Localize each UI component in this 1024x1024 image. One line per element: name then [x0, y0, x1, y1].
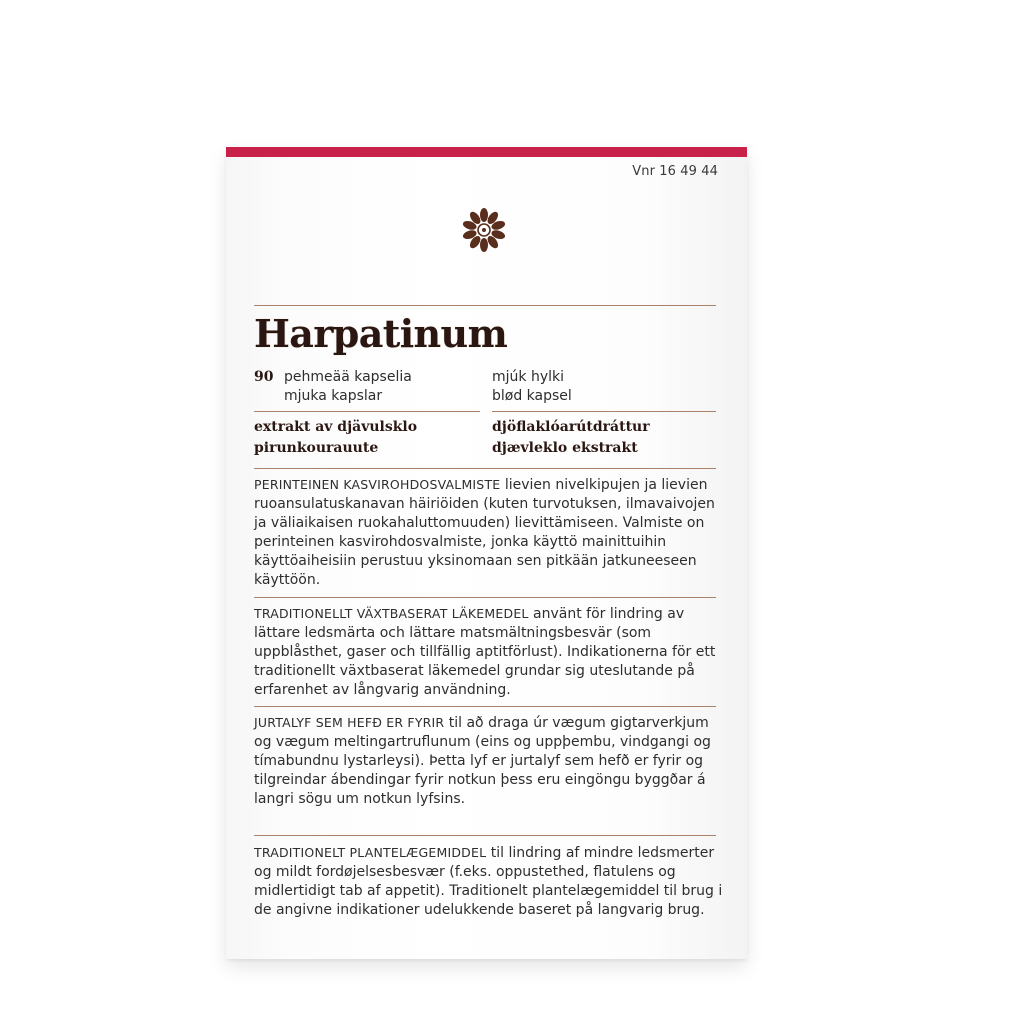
indication-heading: TRADITIONELLT VÄXTBASERAT LÄKEMEDEL	[254, 606, 529, 621]
extract-sv: extrakt av djävulsklo	[254, 419, 418, 435]
extract-is: djöflaklóarútdráttur	[492, 419, 650, 435]
indication-text-is	[254, 713, 726, 809]
dosage-form-sv: mjuka kapslar	[284, 388, 383, 404]
brand-title: Harpatinum	[254, 311, 508, 356]
flower-emblem-icon	[459, 205, 509, 255]
indication-text-fi	[254, 475, 726, 590]
indication-text-sv	[254, 604, 726, 700]
indication-body: til lindring af mindre ledsmerter og mildt fordøjelsesbesvær (f.eks. oppustethed, flatulens og midlertidigt tab af appetit). Traditionelt plantelægemiddel til brug i de angivne indikationer udelukkende baseret på langvarig brug.	[254, 845, 723, 918]
extract-is-da	[492, 417, 650, 459]
divider	[254, 468, 716, 469]
product-number: Vnr 16 49 44	[632, 164, 718, 179]
indication-text-da	[254, 843, 726, 920]
extract-fi: pirunkourauute	[254, 440, 379, 456]
divider	[254, 411, 480, 412]
dosage-form-da: blød kapsel	[492, 388, 572, 404]
indication-body: lievien nivelkipujen ja lievien ruoansulatuskanavan häiriöiden (kuten turvotuksen, ilmavaivojen ja väliaikaisen ruokahaluttomuuden) lievittämiseen. Valmiste on perinteinen kasvirohdosvalmiste, jonka käyttö mainittuihin käyttöaiheisiin perustuu yksinomaan sen pitkään jatkuneeseen käyttöön.	[254, 477, 715, 588]
medicine-package	[226, 147, 747, 959]
indication-body: använt för lindring av lättare ledsmärta och lättare matsmältningsbesvär (som uppblåsthet, gaser och tillfällig aptitförlust). Indikationerna för ett traditionellt växtbaserat läkemedel grundar sig uteslutande på erfarenhet av långvarig användning.	[254, 606, 716, 698]
extract-fi-sv	[254, 417, 417, 459]
indication-body: til að draga úr vægum gigtarverkjum og vægum meltingartruflunum (eins og uppþembu, vindgangi og tímabundnu lystarleysi). Þetta lyf er jurtalyf sem hefð er fyrir og tilgreindar ábendingar fyrir notkun þess eru eingöngu byggðar á langri sögu um notkun lyfsins.	[254, 715, 711, 807]
dosage-form-is-da	[492, 368, 572, 406]
dosage-form-fi-sv	[284, 368, 412, 406]
extract-da: djævleklo ekstrakt	[492, 440, 638, 456]
indication-heading: TRADITIONELT PLANTELÆGEMIDDEL	[254, 845, 487, 860]
divider	[254, 706, 716, 707]
indication-heading: PERINTEINEN KASVIROHDOSVALMISTE	[254, 477, 501, 492]
dosage-form-is: mjúk hylki	[492, 369, 565, 385]
dosage-form-fi: pehmeää kapselia	[284, 369, 412, 385]
divider	[254, 305, 716, 306]
top-color-stripe	[226, 147, 747, 157]
capsule-count: 90	[254, 369, 274, 385]
divider	[254, 835, 716, 836]
divider	[492, 411, 716, 412]
divider	[254, 597, 716, 598]
indication-heading: JURTALYF SEM HEFÐ ER FYRIR	[254, 715, 445, 730]
